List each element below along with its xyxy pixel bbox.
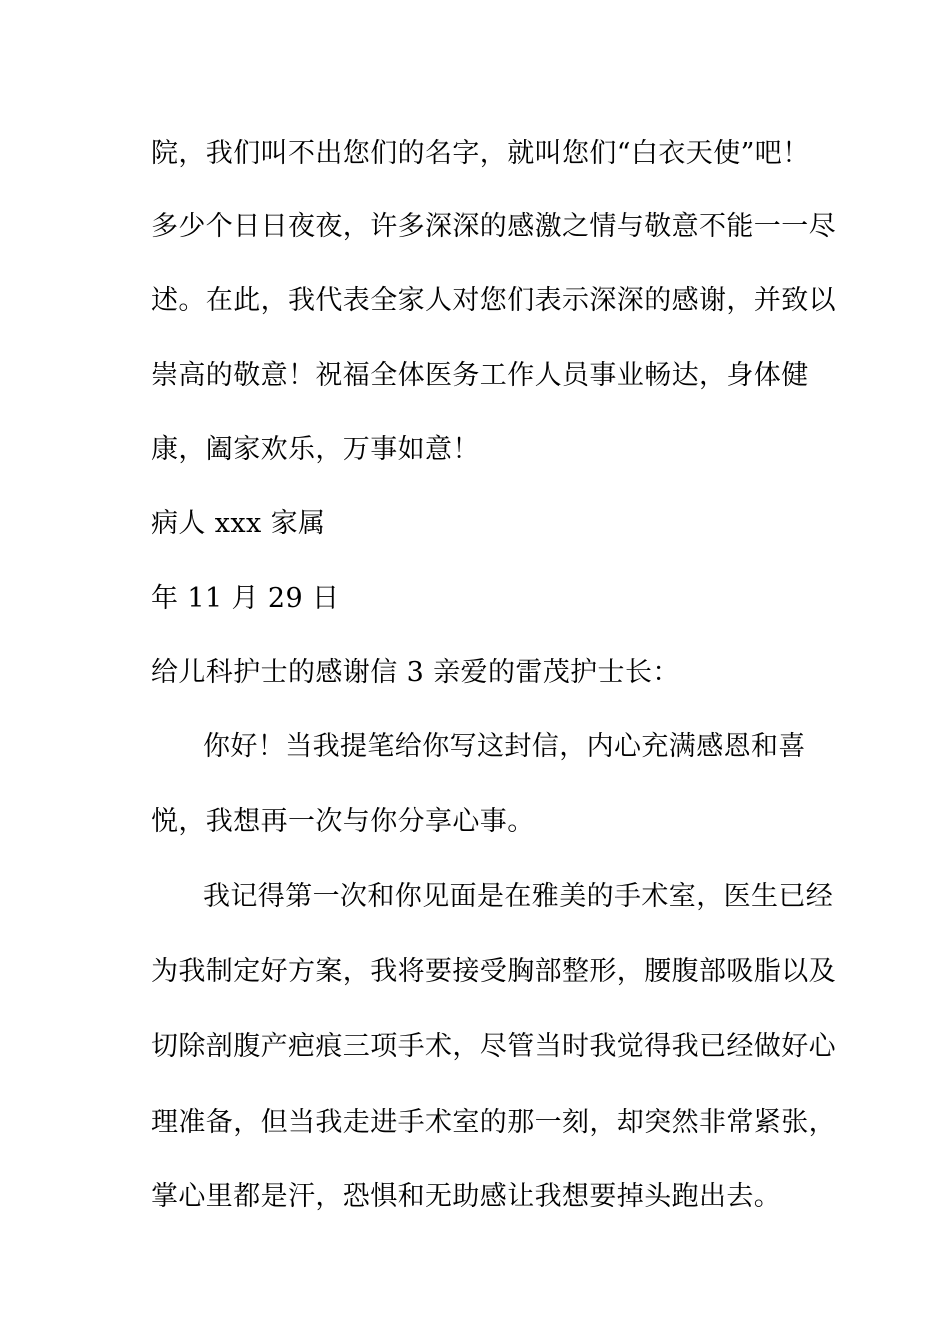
text-line: 悦，我想再一次与你分享心事。 [151,806,535,837]
text-line: 掌心里都是汗，恐惧和无助感让我想要掉头跑出去。 [151,1181,782,1212]
text-line: 述。在此，我代表全家人对您们表示深深的感谢，并致以 [151,285,836,316]
text-line: 崇高的敬意！祝福全体医务工作人员事业畅达，身体健 [151,360,809,391]
text-line: 理准备，但当我走进手术室的那一刻，却突然非常紧张， [151,1107,836,1138]
signature-line: 病人 xxx 家属 [151,508,326,539]
letter-heading: 给儿科护士的感谢信 3 亲爱的雷茂护士长： [151,657,680,688]
text-line: 多少个日日夜夜，许多深深的感激之情与敬意不能一一尽 [151,211,836,242]
date-line: 年 11 月 29 日 [151,583,340,614]
paragraph-start: 我记得第一次和你见面是在雅美的手术室，医生已经 [203,881,834,912]
text-line: 切除剖腹产疤痕三项手术，尽管当时我觉得我已经做好心 [151,1031,836,1062]
text-line: 为我制定好方案，我将要接受胸部整形，腰腹部吸脂以及 [151,956,836,987]
paragraph-start: 你好！当我提笔给你写这封信，内心充满感恩和喜 [203,731,806,762]
text-line: 康，阖家欢乐，万事如意！ [151,434,480,465]
text-line: 院，我们叫不出您们的名字，就叫您们“白衣天使”吧！ [151,138,810,169]
